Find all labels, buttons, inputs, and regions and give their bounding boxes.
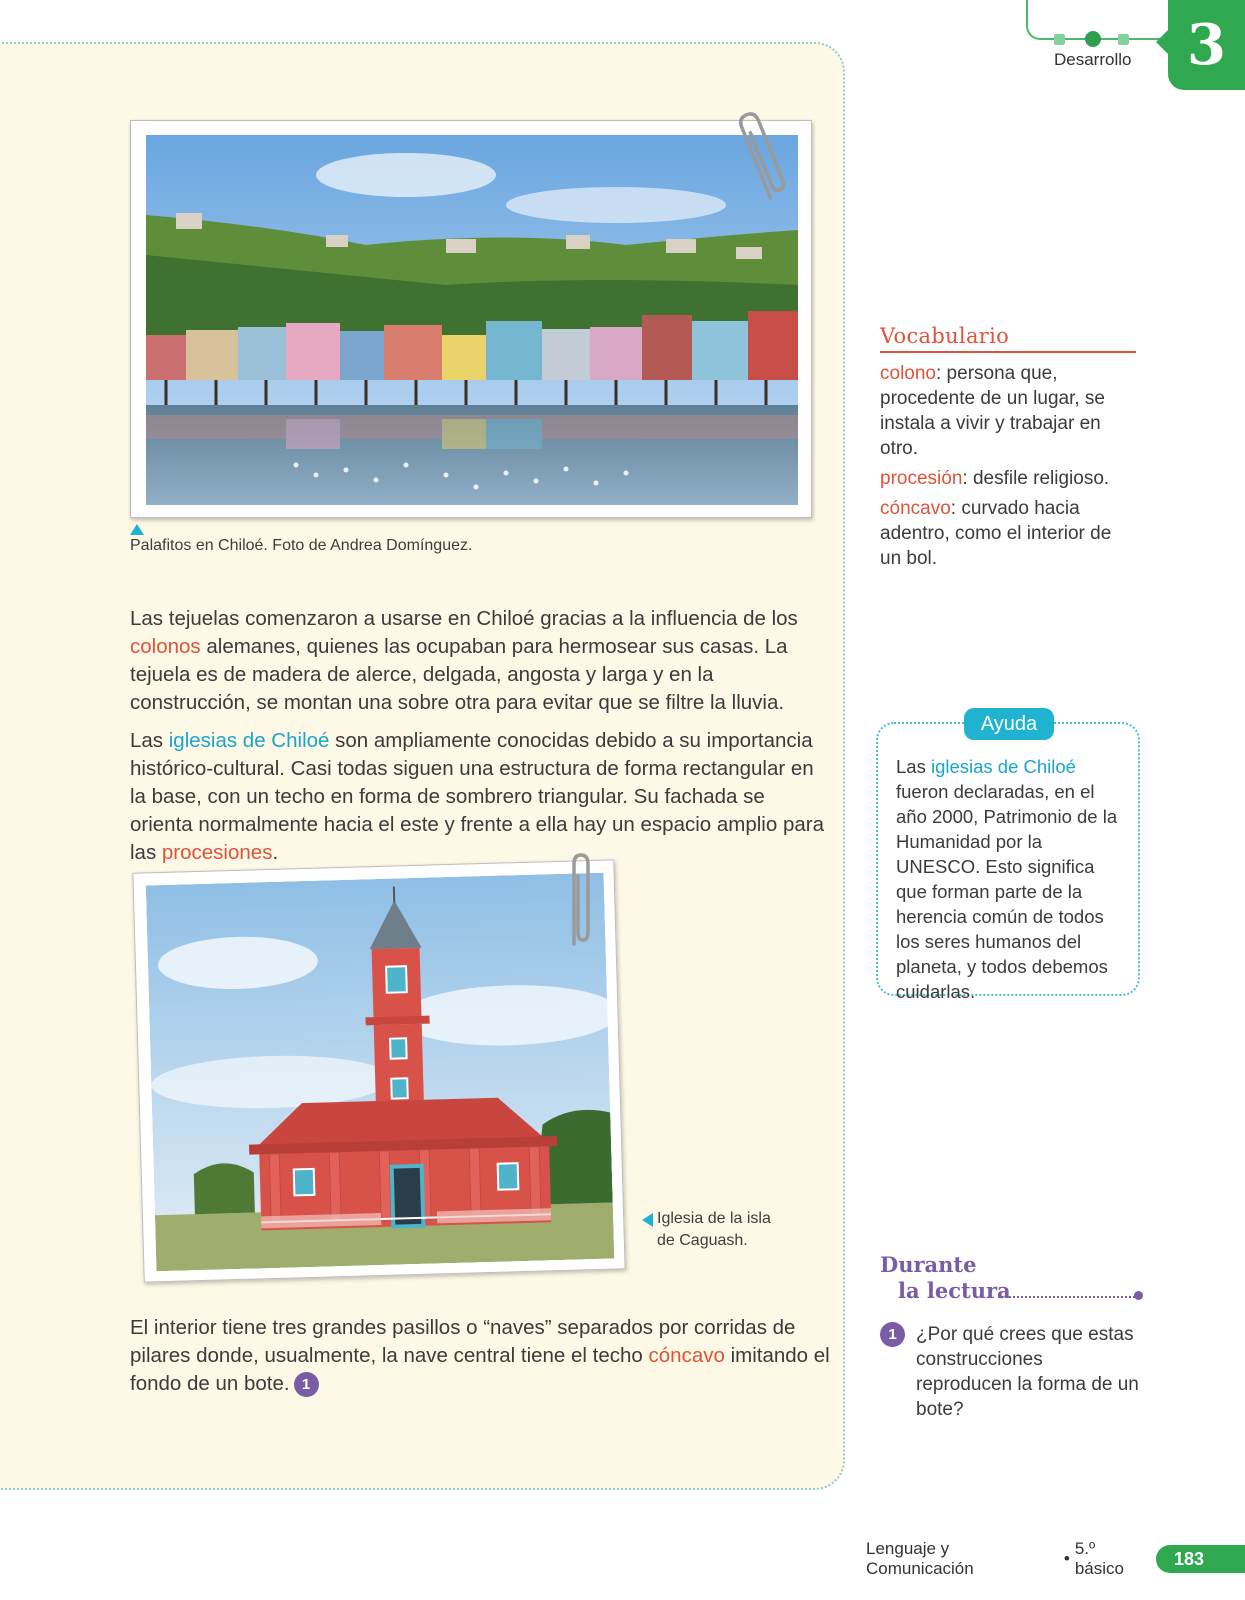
during-reading-title-line2: la lectura	[898, 1278, 1011, 1303]
during-reading-title	[880, 1252, 1142, 1304]
chapter-progress-dots	[1054, 31, 1144, 47]
question-number-badge: 1	[880, 1322, 905, 1347]
palafitos-caption-text: Palafitos en Chiloé. Foto de Andrea Domínguez.	[130, 537, 473, 554]
paragraph-text: Las	[130, 729, 169, 752]
paragraph-iglesias	[130, 727, 830, 867]
help-text: fueron declaradas, en el año 2000, Patrimonio de la Humanidad por la UNESCO. Esto significa que forman parte de la herencia común de todos los seres humanos del planeta, y todos debemos cuidarlas.	[896, 781, 1118, 1002]
iglesia-photo	[132, 859, 625, 1282]
help-link-iglesias: iglesias de Chiloé	[930, 756, 1076, 777]
vocab-term-colonos[interactable]: colonos	[130, 635, 201, 658]
paragraph-interior	[130, 1314, 830, 1398]
paragraph-text: El interior tiene tres grandes pasillos o “naves” separados por corridas de pilares donde, usualmente, la nave central tiene el techo	[130, 1316, 796, 1367]
help-text: Las	[896, 756, 931, 777]
question-text: ¿Por qué crees que estas construcciones reproducen la forma de un bote?	[916, 1324, 1139, 1420]
chapter-number: 3	[1168, 0, 1245, 90]
question-reference-badge[interactable]: 1	[294, 1372, 319, 1397]
vocab-term-concavo[interactable]: cóncavo	[648, 1344, 725, 1367]
page-number: 183	[1156, 1545, 1245, 1573]
during-reading-title-line1: Durante	[880, 1252, 977, 1277]
vocabulary-term: cóncavo	[880, 498, 951, 519]
iglesia-caption-line2: de Caguash.	[657, 1232, 748, 1249]
vocabulary-term: colono	[880, 363, 936, 384]
help-box-label: Ayuda	[964, 708, 1054, 740]
vocabulary-definition: : curvado hacia adentro, como el interior de un bol.	[880, 498, 1112, 569]
footer-grade: 5.º básico	[1074, 1539, 1124, 1578]
ayuda-link-iglesias[interactable]: iglesias de Chiloé	[168, 729, 330, 752]
vocabulary-term: procesión	[880, 468, 963, 489]
caption-pointer-icon	[642, 1213, 653, 1227]
iglesia-caption	[642, 1208, 792, 1252]
question-item	[880, 1322, 1142, 1422]
paragraph-text: imitando el fondo de un bote.	[130, 1344, 830, 1395]
footer-subject: Lenguaje y Comunicación	[866, 1539, 974, 1578]
paragraph-text: Las tejuelas comenzaron a usarse en Chiloé gracias a la influencia de los	[130, 607, 798, 630]
vocabulary-entry	[880, 466, 1136, 491]
paragraph-tejuelas	[130, 605, 830, 717]
footer-separator: •	[1063, 1549, 1070, 1568]
help-box-text	[896, 754, 1128, 1004]
vocabulary-entry	[880, 496, 1136, 571]
dot-end-icon	[1134, 1291, 1143, 1300]
palafitos-caption	[130, 524, 472, 555]
palafitos-image	[146, 135, 798, 505]
section-label: Desarrollo	[1054, 50, 1132, 69]
vocabulary-box	[880, 324, 1136, 576]
page-footer	[866, 1539, 1245, 1578]
vocabulary-title: Vocabulario	[880, 324, 1136, 353]
caption-pointer-icon	[130, 524, 144, 535]
vocabulary-definition: : desfile religioso.	[962, 468, 1110, 489]
palafitos-photo	[130, 120, 812, 518]
paperclip-icon	[566, 852, 596, 950]
vocabulary-entry	[880, 361, 1136, 461]
paragraph-text: .	[272, 841, 279, 864]
iglesia-caption-line1: Iglesia de la isla	[657, 1210, 771, 1227]
iglesia-image	[146, 873, 615, 1272]
during-reading-box	[880, 1252, 1142, 1422]
vocab-term-procesiones[interactable]: procesiones	[161, 841, 273, 864]
vocabulary-definition: : persona que, procedente de un lugar, se instala a vivir y trabajar en otro.	[880, 363, 1106, 459]
paragraph-text: alemanes, quienes las ocupaban para hermosear sus casas. La tejuela es de madera de alerce, delgada, angosta y larga y en la construcción, se montan una sobre otra para evitar que se filtre la lluvia.	[130, 635, 788, 714]
dotted-rule	[998, 1296, 1138, 1298]
paragraph-text: son ampliamente conocidas debido a su importancia histórico-cultural. Casi todas siguen una estructura de forma rectangular en la base, con un techo en forma de sombrero triangular. Su fachada se orienta normalmente hacia el este y frente a ella hay un espacio amplio para las	[130, 729, 824, 864]
help-box	[876, 713, 1140, 1002]
